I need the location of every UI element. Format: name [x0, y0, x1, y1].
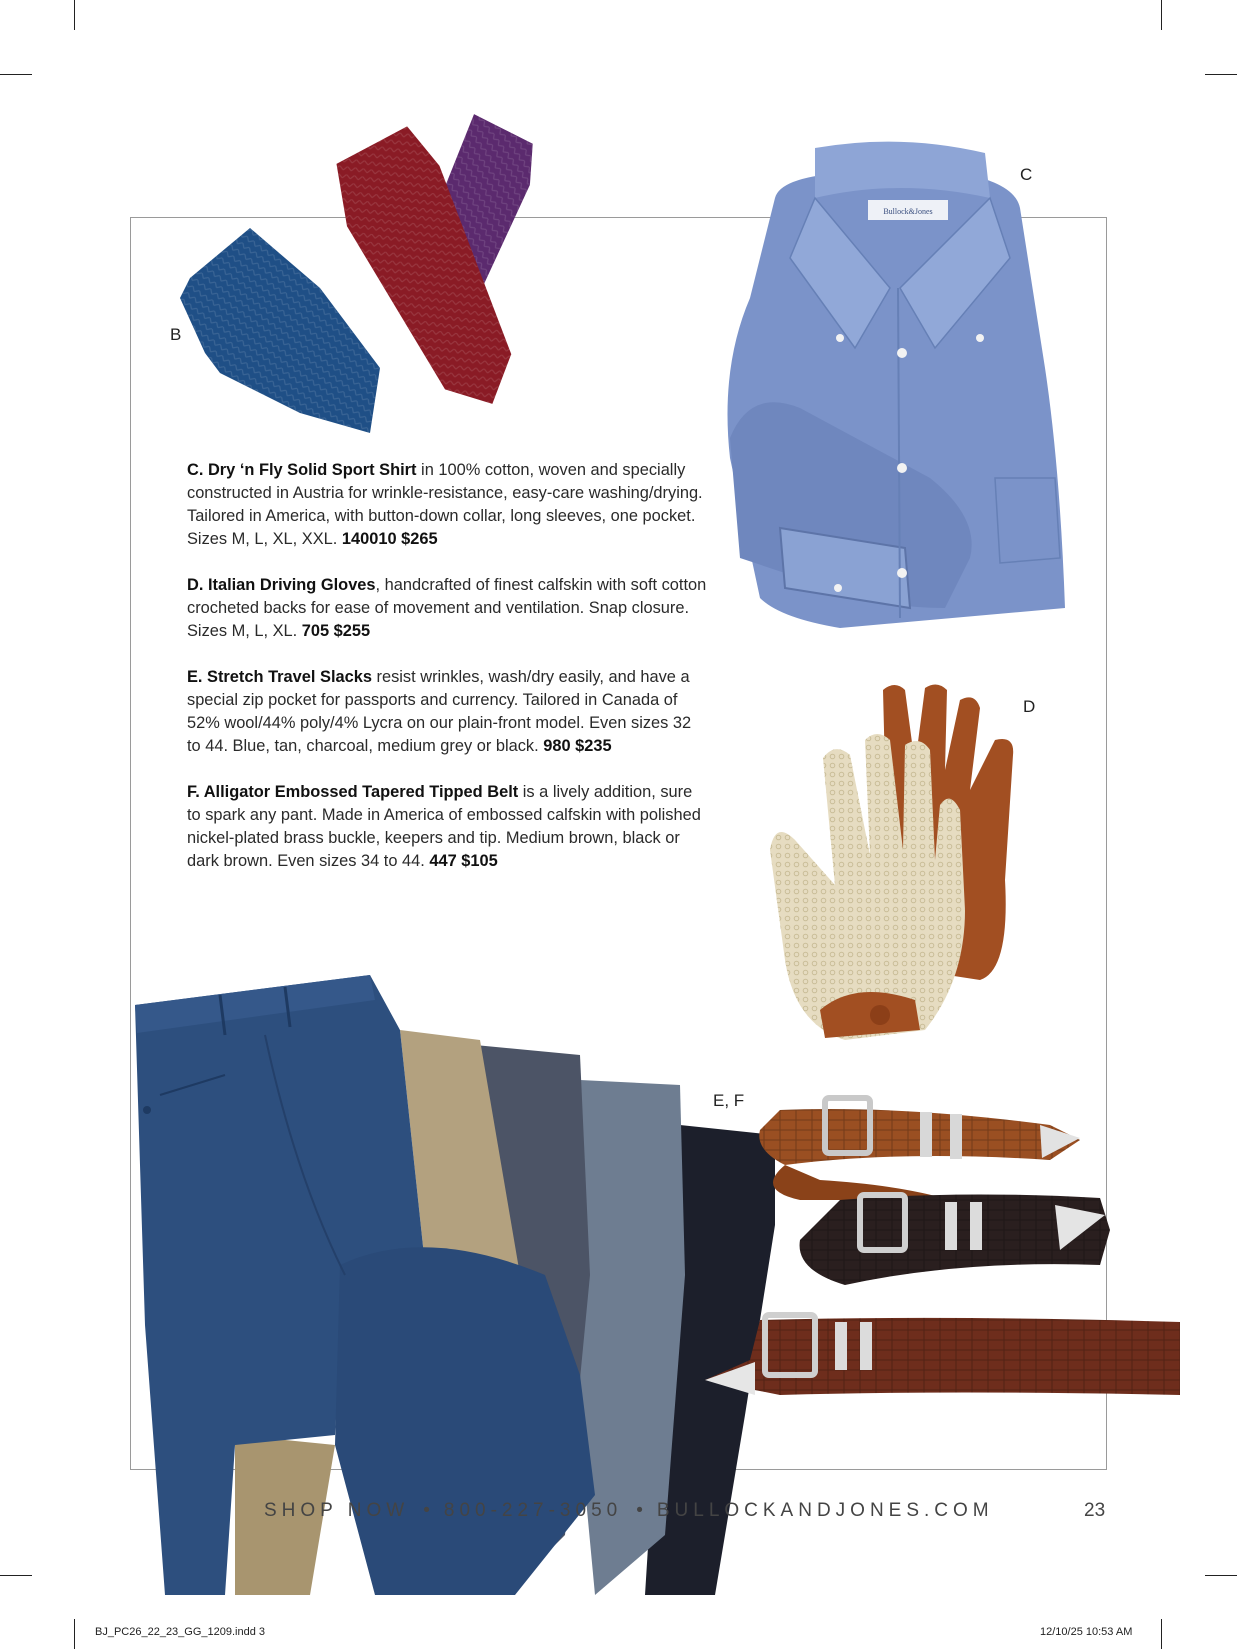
product-description: in 100% cotton, woven and specially constructed in Austria for wrinkle-resistance, easy-care washing/drying. Tailored in America, with button-down collar, long sleeves, one pocket. Sizes M, L, XL, XXL. — [187, 461, 703, 548]
gloves-photo — [765, 680, 1035, 1040]
blue-tie — [180, 228, 380, 433]
product-description: resist wrinkles, wash/dry easily, and have a special zip pocket for passports and currency. Tailored in Canada of 52% wool/44% poly/4% Lycra on our plain-front model. Even sizes 32 to 44. Blue, tan, charcoal, medium grey or black. — [187, 668, 692, 755]
crop-mark — [0, 74, 32, 75]
copy-item-shirt — [187, 459, 707, 551]
product-price: 447 $105 — [429, 852, 498, 870]
dark-brown-belt — [705, 1315, 1180, 1395]
label-d: D — [1023, 697, 1036, 716]
product-price: 140010 $265 — [341, 530, 438, 548]
copy-item-slacks — [187, 666, 707, 758]
phone-number[interactable]: 800-227-3050 — [443, 1500, 623, 1521]
crop-mark — [1161, 1619, 1162, 1649]
label-c: C — [1020, 165, 1033, 184]
shirt-photo — [720, 138, 1090, 643]
product-price: 705 $255 — [301, 622, 371, 640]
crop-mark — [1205, 74, 1237, 75]
product-copy — [187, 459, 707, 896]
footer-shop-bar — [264, 1500, 994, 1522]
crop-mark — [1205, 1575, 1237, 1576]
crop-mark — [0, 1575, 32, 1576]
shop-now-text: SHOP NOW — [264, 1500, 410, 1521]
website-link[interactable]: BULLOCKANDJONES.COM — [656, 1500, 994, 1521]
page-number: 23 — [1084, 1500, 1106, 1521]
product-name: D. Italian Driving Gloves — [187, 576, 376, 594]
crop-mark — [1161, 0, 1162, 30]
belts-photo — [700, 1090, 1190, 1430]
copy-item-gloves — [187, 574, 707, 643]
black-belt — [800, 1194, 1110, 1285]
label-b: B — [170, 325, 182, 344]
separator: • — [636, 1500, 643, 1521]
slug-filename: BJ_PC26_22_23_GG_1209.indd 3 — [95, 1626, 266, 1638]
product-price: 980 $235 — [543, 737, 612, 755]
product-name: E. Stretch Travel Slacks — [187, 668, 372, 686]
label-ef: E, F — [713, 1091, 745, 1110]
crop-mark — [74, 0, 75, 30]
copy-item-belt — [187, 781, 707, 873]
crop-mark — [74, 1619, 75, 1649]
brown-belt — [759, 1098, 1080, 1200]
slug-timestamp: 12/10/25 10:53 AM — [1040, 1626, 1133, 1638]
product-name: C. Dry ‘n Fly Solid Sport Shirt — [187, 461, 417, 479]
ties-photo — [180, 108, 620, 428]
product-name: F. Alligator Embossed Tapered Tipped Belt — [187, 783, 519, 801]
product-description: , handcrafted of finest calfskin with soft cotton crocheted backs for ease of movement and ventilation. Snap closure. Sizes M, L, XL. — [187, 576, 707, 640]
separator: • — [423, 1500, 430, 1521]
product-description: is a lively addition, sure to spark any pant. Made in America of embossed calfskin with polished nickel-plated brass buckle, keepers and tip. Medium brown, black or dark brown. Even sizes 34 to 44. — [187, 783, 701, 870]
shirt-tag: Bullock&Jones — [883, 207, 933, 216]
